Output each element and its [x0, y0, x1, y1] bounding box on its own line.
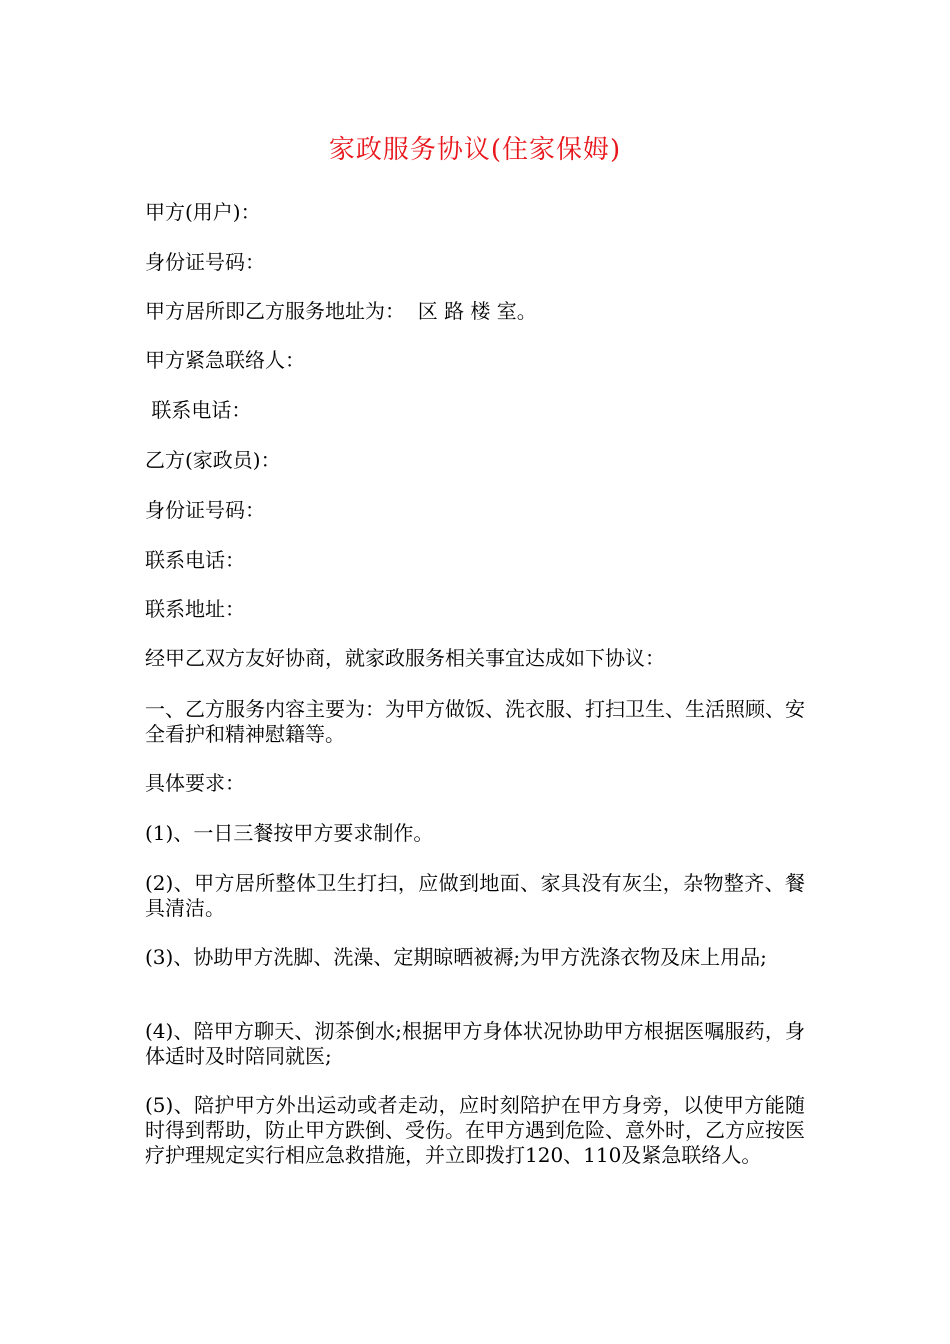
party-a-line: 甲方(用户)：	[145, 200, 261, 224]
requirement-4: (4)、陪甲方聊天、沏茶倒水;根据甲方身体状况协助甲方根据医嘱服药，身体适时及时陪同就医;	[145, 1019, 805, 1068]
party-a-emergency-contact-line: 甲方紧急联络人：	[145, 348, 305, 372]
requirement-3: (3)、协助甲方洗脚、洗澡、定期晾晒被褥;为甲方洗涤衣物及床上用品;	[145, 945, 767, 969]
party-a-emergency-phone-line: 联系电话：	[145, 398, 252, 422]
party-a-id-line: 身份证号码：	[145, 250, 265, 274]
requirement-2: (2)、甲方居所整体卫生打扫，应做到地面、家具没有灰尘，杂物整齐、餐具清洁。	[145, 871, 805, 920]
document-title: 家政服务协议(住家保姆)	[328, 135, 622, 165]
agreement-intro: 经甲乙双方友好协商，就家政服务相关事宜达成如下协议：	[145, 646, 665, 670]
party-a-address-line: 甲方居所即乙方服务地址为： 区 路 楼 室。	[145, 299, 537, 323]
party-b-address-line: 联系地址：	[145, 597, 245, 621]
requirements-heading: 具体要求：	[145, 771, 245, 795]
party-b-phone-line: 联系电话：	[145, 548, 245, 572]
requirement-5: (5)、陪护甲方外出运动或者走动，应时刻陪护在甲方身旁，以使甲方能随时得到帮助，防止甲方跌倒、受伤。在甲方遇到危险、意外时，乙方应按医疗护理规定实行相应急救措施，并立即拨打120、110及紧急联络人。	[145, 1093, 805, 1167]
requirement-1: (1)、一日三餐按甲方要求制作。	[145, 821, 434, 845]
party-b-line: 乙方(家政员)：	[145, 448, 281, 472]
clause-1: 一、乙方服务内容主要为：为甲方做饭、洗衣服、打扫卫生、生活照顾、安全看护和精神慰籍等。	[145, 697, 805, 746]
party-b-id-line: 身份证号码：	[145, 498, 265, 522]
